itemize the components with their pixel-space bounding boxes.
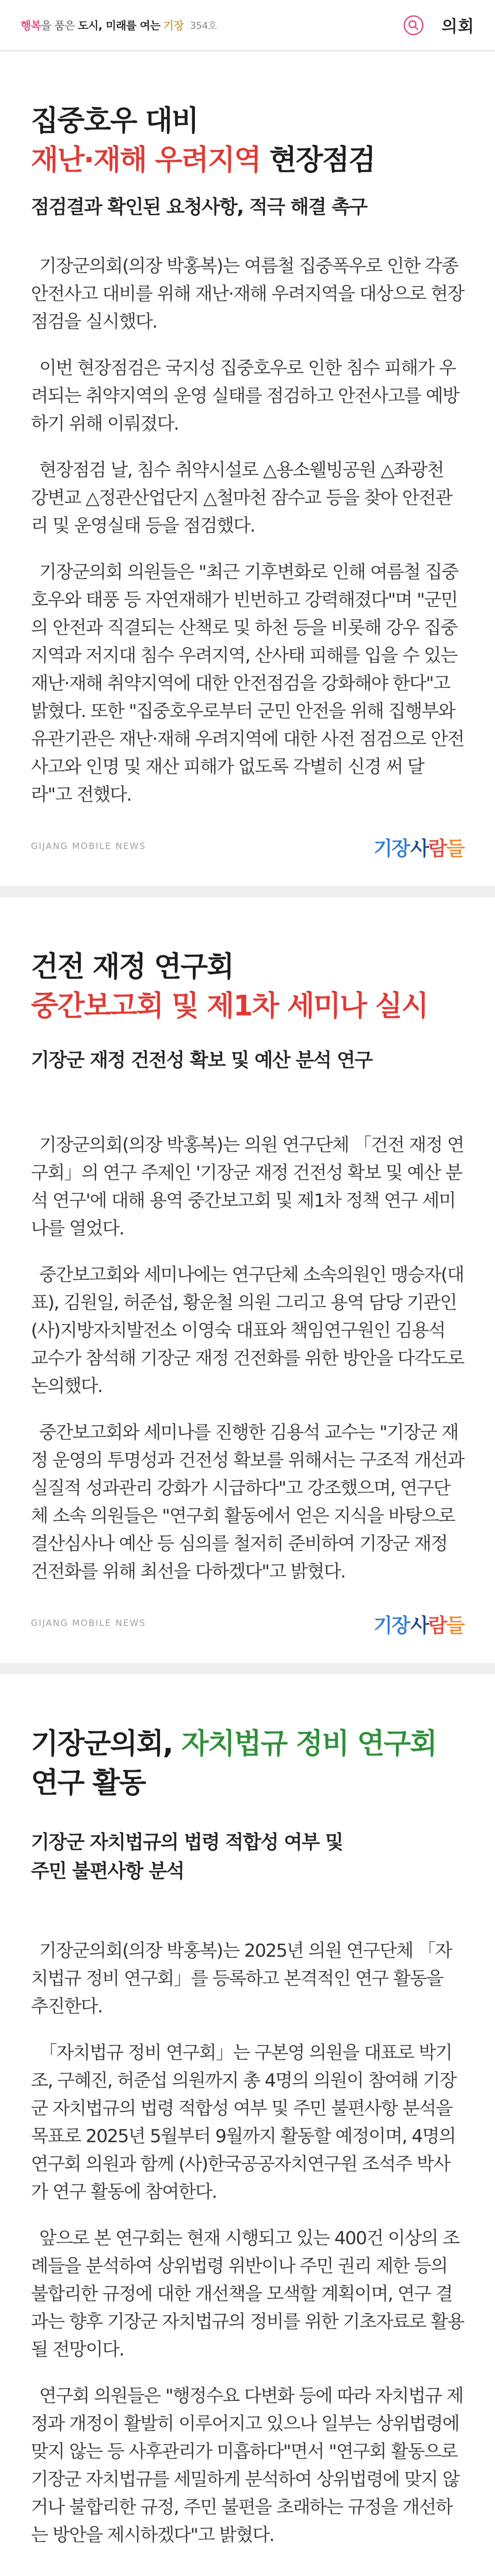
headline-pre: 기장군의회,: [31, 1727, 182, 1760]
paragraph: 기장군의회 의원들은 "최근 기후변화로 인해 여름철 집중호우와 태풍 등 자연재해가 빈번하고 강력해졌다"며 "군민의 안전과 직결되는 산책로 및 하천 등을 비롯해 강우 집중 지역과 저지대 침수 우려지역, 산사태 피해를 입을 수 있는 재난·재해 취약지역에 대한 안전점검을 강화해야 한다"고 밝혔다. 또한 "집중호우로부터 군민 안전을 위해 집행부와 유관기관은 재난·재해 우려지역에 대한 사전 점검으로 안전사고와 인명 및 재산 피해가 없도록 각별히 신경 써 달라"고 전했다.: [31, 562, 464, 805]
search-icon[interactable]: [403, 15, 424, 36]
headline-line2: 연구 활동: [31, 1766, 145, 1799]
gijang-people-logo: [373, 2573, 464, 2576]
article-subhead: [31, 1828, 464, 1886]
logo-part: 기장: [373, 837, 409, 860]
tagline-embrace: 을 품은: [41, 19, 75, 32]
section-divider: [0, 1663, 495, 1674]
subhead-line1: 기장군 자치법규의 법령 적합성 여부 및: [31, 1831, 343, 1853]
logo-part: [446, 2573, 464, 2576]
logo-part: 기장: [373, 1614, 409, 1637]
issue-number: 354호: [190, 20, 217, 31]
logo-part: 사: [410, 837, 428, 860]
header-right: [403, 13, 474, 37]
paragraph: 중간보고회와 세미나를 진행한 김용석 교수는 "기장군 재정 운영의 투명성과 건전성 확보를 위해서는 구조적 개선과 실질적 성과관리 강화가 시급하다"고 강조했으며, 연구단체 소속 의원들은 "연구회 활동에서 얻은 지식을 바탕으로 결산심사나 예산 등 심의를 철저히 준비하여 기장군 재정 건전화를 위해 최선을 다하겠다"고 밝혔다.: [31, 1422, 464, 1582]
headline-line1: 건전 재정 연구회: [31, 950, 234, 983]
gijang-people-logo: [373, 833, 464, 861]
logo-part: 들: [446, 837, 464, 860]
page-header: [0, 0, 495, 52]
logo-part: [410, 2573, 428, 2576]
paragraph: 이번 현장점검은 국지성 집중호우로 인한 침수 피해가 우려되는 취약지역의 운영 실태를 점검하고 안전사고를 예방하기 위해 이뤄졌다.: [31, 358, 459, 434]
paragraph: 기장군의회(의장 박홍복)는 의원 연구단체 「건전 재정 연구회」의 연구 주제인 '기장군 재정 건전성 확보 및 예산 분석 연구'에 대해 용역 중간보고회 및 제1차 정책 연구 세미나를 열었다.: [31, 1135, 464, 1239]
article-headline: [31, 101, 464, 179]
paragraph: 연구회 의원들은 "행정수요 다변화 등에 따라 자치법규 제정과 개정이 활발히 이루어지고 있으나 일부는 상위법령에 맞지 않는 등 사후관리가 미흡하다"면서 "연구회 활동으로 기장군 자치법규를 세밀하게 분석하여 상위법령에 맞지 않거나 불합리한 규정, 주민 불편을 초래하는 규정을 개선하는 방안을 제시하겠다"고 밝혔다.: [31, 2386, 464, 2546]
article-footer: [31, 827, 464, 866]
article-footer: [31, 2568, 464, 2576]
article-body: [31, 252, 464, 809]
headline-accent: 재난·재해 우려지역: [31, 143, 261, 176]
logo-part: 들: [446, 1614, 464, 1637]
logo-part: [428, 2573, 447, 2576]
article-headline: [31, 1724, 464, 1802]
logo-part: 사: [410, 1614, 428, 1637]
headline-line2: [31, 140, 464, 179]
section-divider: [0, 886, 495, 897]
footer-text: GIJANG MOBILE NEWS: [31, 841, 146, 852]
paragraph: 기장군의회(의장 박홍복)는 여름철 집중폭우로 인한 각종 안전사고 대비를 위해 재난·재해 우려지역을 대상으로 현장점검을 실시했다.: [31, 256, 464, 332]
headline-line2: 중간보고회 및 제1차 세미나 실시: [31, 989, 428, 1022]
headline-line1: [31, 1724, 464, 1763]
logo-part: 람: [428, 1614, 447, 1637]
paragraph: 앞으로 본 연구회는 현재 시행되고 있는 400건 이상의 조례들을 분석하여 상위법령 위반이나 주민 권리 제한 등의 불합리한 규정에 대한 개선책을 모색할 계획이며, 연구 결과는 향후 기장군 자치법규의 정비를 위한 기초자료로 활용될 전망이다.: [31, 2228, 464, 2360]
headline-line1: 집중호우 대비: [31, 104, 198, 137]
article-ordinance-study: [0, 1674, 495, 2576]
headline-accent: 자치법규 정비 연구회: [181, 1727, 437, 1760]
paragraph: 「자치법규 정비 연구회」는 구본영 의원을 대표로 박기조, 구혜진, 허준섭 의원까지 총 4명의 의원이 참여해 기장군 자치법규의 법령 적합성 여부 및 주민 불편사항 분석을 목표로 2025년 5월부터 9월까지 활동할 예정이며, 4명의 연구회 의원과 함께 (사)한국공공자치연구원 조석주 박사가 연구 활동에 참여한다.: [31, 2043, 456, 2202]
gijang-people-logo: [373, 1609, 464, 1638]
logo-part: 람: [428, 837, 447, 860]
article-subhead: 점검결과 확인된 요청사항, 적극 해결 촉구: [31, 196, 367, 218]
tagline-city: 도시, 미래를 여는: [78, 19, 160, 32]
headline-rest: 현장점검: [260, 143, 375, 176]
paragraph: 중간보고회와 세미나에는 연구단체 소속의원인 맹승자(대표), 김원일, 허준섭, 황운철 의원 그리고 용역 담당 기관인 (사)지방자치발전소 이영숙 대표와 책임연구원인 김용석 교수가 참석해 기장군 재정 건전화를 위한 방안을 다각도로 논의했다.: [31, 1265, 464, 1397]
paragraph: 기장군의회(의장 박홍복)는 2025년 의원 연구단체 「자치법규 정비 연구회」를 등록하고 본격적인 연구 활동을 추진한다.: [31, 1941, 452, 2017]
article-body: [31, 1131, 464, 1586]
subhead-line2: 주민 불편사항 분석: [31, 1860, 184, 1882]
section-label: 의회: [441, 16, 474, 36]
logo-part: [373, 2573, 409, 2576]
tagline-gijang: 기장: [163, 19, 184, 32]
footer-text: GIJANG MOBILE NEWS: [31, 1618, 146, 1629]
article-finance-study: [0, 897, 495, 1642]
article-body: [31, 1937, 464, 2549]
article-footer: [31, 1604, 464, 1642]
article-flood-inspection: [0, 52, 495, 866]
tagline-happiness: 행복: [21, 19, 41, 32]
paragraph: 현장점검 날, 침수 취약시설로 △용소웰빙공원 △좌광천 강변교 △정관산업단지 △철마천 잠수교 등을 찾아 안전관리 및 운영실태 등을 점검했다.: [31, 460, 452, 536]
header-tagline: [21, 18, 217, 33]
article-headline: [31, 947, 464, 1025]
article-subhead: 기장군 재정 건전성 확보 및 예산 분석 연구: [31, 1049, 372, 1071]
